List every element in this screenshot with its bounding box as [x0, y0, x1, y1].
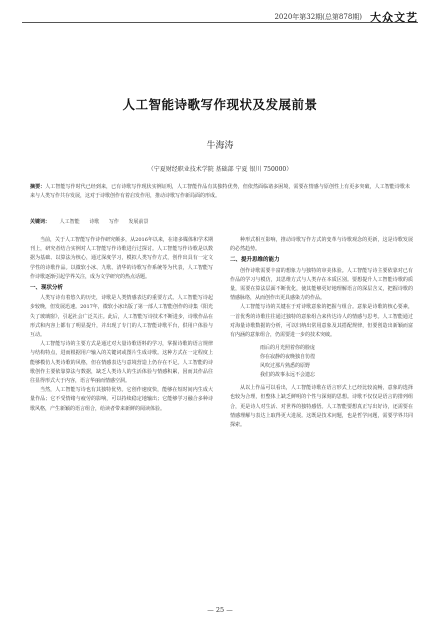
keywords	[30, 218, 410, 225]
paragraph: 种形式相互影响，推动诗歌写作方式的变革与诗歌观念的更新，这是诗歌发展的必然趋势。	[230, 237, 413, 253]
keywords-label: 关键词：	[30, 219, 51, 225]
paragraph: 人类写诗有着悠久的历史，诗歌是人类情感表达的重要方式。人工智能写诗起步较晚，但发展迅速。2017年，微软小冰出版了第一部人工智能创作的诗集《阳光失了玻璃窗》，引起社会广泛关注。此后，人工智能写诗技术不断进步，诗歌作品在形式和内容上都有了明显提升，并出现了专门的人工智能诗歌平台，供用户体验与互动。	[30, 295, 213, 339]
keyword: 写作	[108, 219, 119, 225]
paragraph: 当前，关于人工智能写作诗作研究颇多，从2016年以来，在诸多媒体和学术期刊上，研究者结合实例对人工智能写作诗歌进行过探讨。人工智能写作诗歌是以数据为基础、以算法为核心，通过深度学习，模拟人类写作方式，创作出具有一定文学性的诗歌作品。以微软小冰、九歌、清华的诗歌写作系统等为代表，人工智能写作诗歌逐渐引起学界关注，成为文学研究的热点话题。	[30, 237, 213, 280]
article-author: 牛海涛	[206, 141, 234, 151]
abstract-label: 摘要：	[30, 184, 46, 190]
article-title: 人工智能诗歌写作现状及发展前景	[122, 97, 318, 112]
paragraph: 从以上作品可以看出，人工智能诗歌在语言形式上已经比较流畅，意象的选择也较为合理，但整体上缺乏鲜明的个性与深刻的思想。诗歌不仅仅是语言的排列组合，更是诗人对生活、对世界的独特感悟。人工智能要想真正写出好诗，还需要在情感理解与表达上取得更大进展。这既是技术问题，也是哲学问题，需要学界共同探索。	[230, 385, 413, 429]
abstract-text: 人工智能写作时代已经到来，已有诗歌写作现状实例证明，人工智能作品有其独特优势，但依然面临诸多困境，需要在情感与原创性上有更多突破，人工智能诗歌未来与人类写作共存发展，这对于诗歌创作有着启发作用，推动诗歌写作新局面的形成。	[30, 184, 410, 199]
page-number: — 25 —	[207, 606, 233, 614]
paragraph: 人工智能写诗的主要方式是通过对大量诗歌语料的学习，掌握诗歌的语言规律与结构特点，进而根据用户输入的关键词或图片生成诗歌。这种方式在一定程度上能够模仿人类诗歌的风格，但在情感表达与意境营造上仍存在不足。人工智能的诗歌创作主要依靠算法与数据，缺乏人类诗人的生活体验与情感积累，因而其作品往往显得形式大于内容，语言华丽而情感空洞。	[30, 341, 213, 385]
author-affiliation: （宁夏财经职业技术学院 基础部 宁夏 银川 750000）	[147, 166, 293, 173]
paragraph: 创作诗歌需要丰富的想象力与独特的审美体验。人工智能写诗主要依靠对已有作品的学习与模仿，其思维方式与人类存在本质区别。要想提升人工智能诗歌的质量，需要在算法层面不断优化，使其能够更好地理解语言的深层含义，把握诗歌的情感脉络，从而创作出更具感染力的作品。	[230, 267, 413, 302]
poem-line: 你在寂静的夜晚独自彷徨	[260, 354, 316, 361]
journal-logo: 大众文艺	[370, 11, 418, 24]
poem-line: 雨后的月光照着你的脸庞	[260, 345, 316, 352]
keyword: 人工智能	[59, 219, 80, 225]
poem-line: 风吹过那片熟悉的原野	[260, 363, 311, 370]
section-heading: 二、提升思维的能力	[230, 257, 280, 264]
paragraph: 人工智能写诗的关键在于对诗歌意象的把握与组合。意象是诗歌的核心要素，一首优秀的诗歌往往通过独特的意象组合来传达诗人的情感与思考。人工智能通过对海量诗歌数据的分析，可以归纳出常用意象及其搭配规律，但要创造出新颖而富有内涵的意象组合，仍需要进一步的技术突破。	[230, 304, 413, 339]
left-column	[30, 236, 213, 414]
abstract	[30, 183, 410, 201]
issue-info: 2020年第32期(总第878期)	[274, 13, 362, 21]
poem-line: 我们的故事永远不会遗忘	[260, 372, 316, 379]
poem-excerpt	[260, 344, 413, 380]
section-heading: 一、现状分析	[30, 285, 64, 292]
header-rule	[22, 22, 418, 23]
right-column	[230, 236, 413, 430]
keyword: 发展前景	[128, 219, 149, 225]
keyword: 诗歌	[89, 219, 100, 225]
paragraph: 当然，人工智能写诗也有其独特优势。它创作速度快，能够在短时间内生成大量作品；它不受情绪与疲劳的影响，可以持续稳定地输出；它能够学习融合多种诗歌风格，产生新颖的语言组合，给读者带来新鲜的阅读体验。	[30, 387, 213, 412]
